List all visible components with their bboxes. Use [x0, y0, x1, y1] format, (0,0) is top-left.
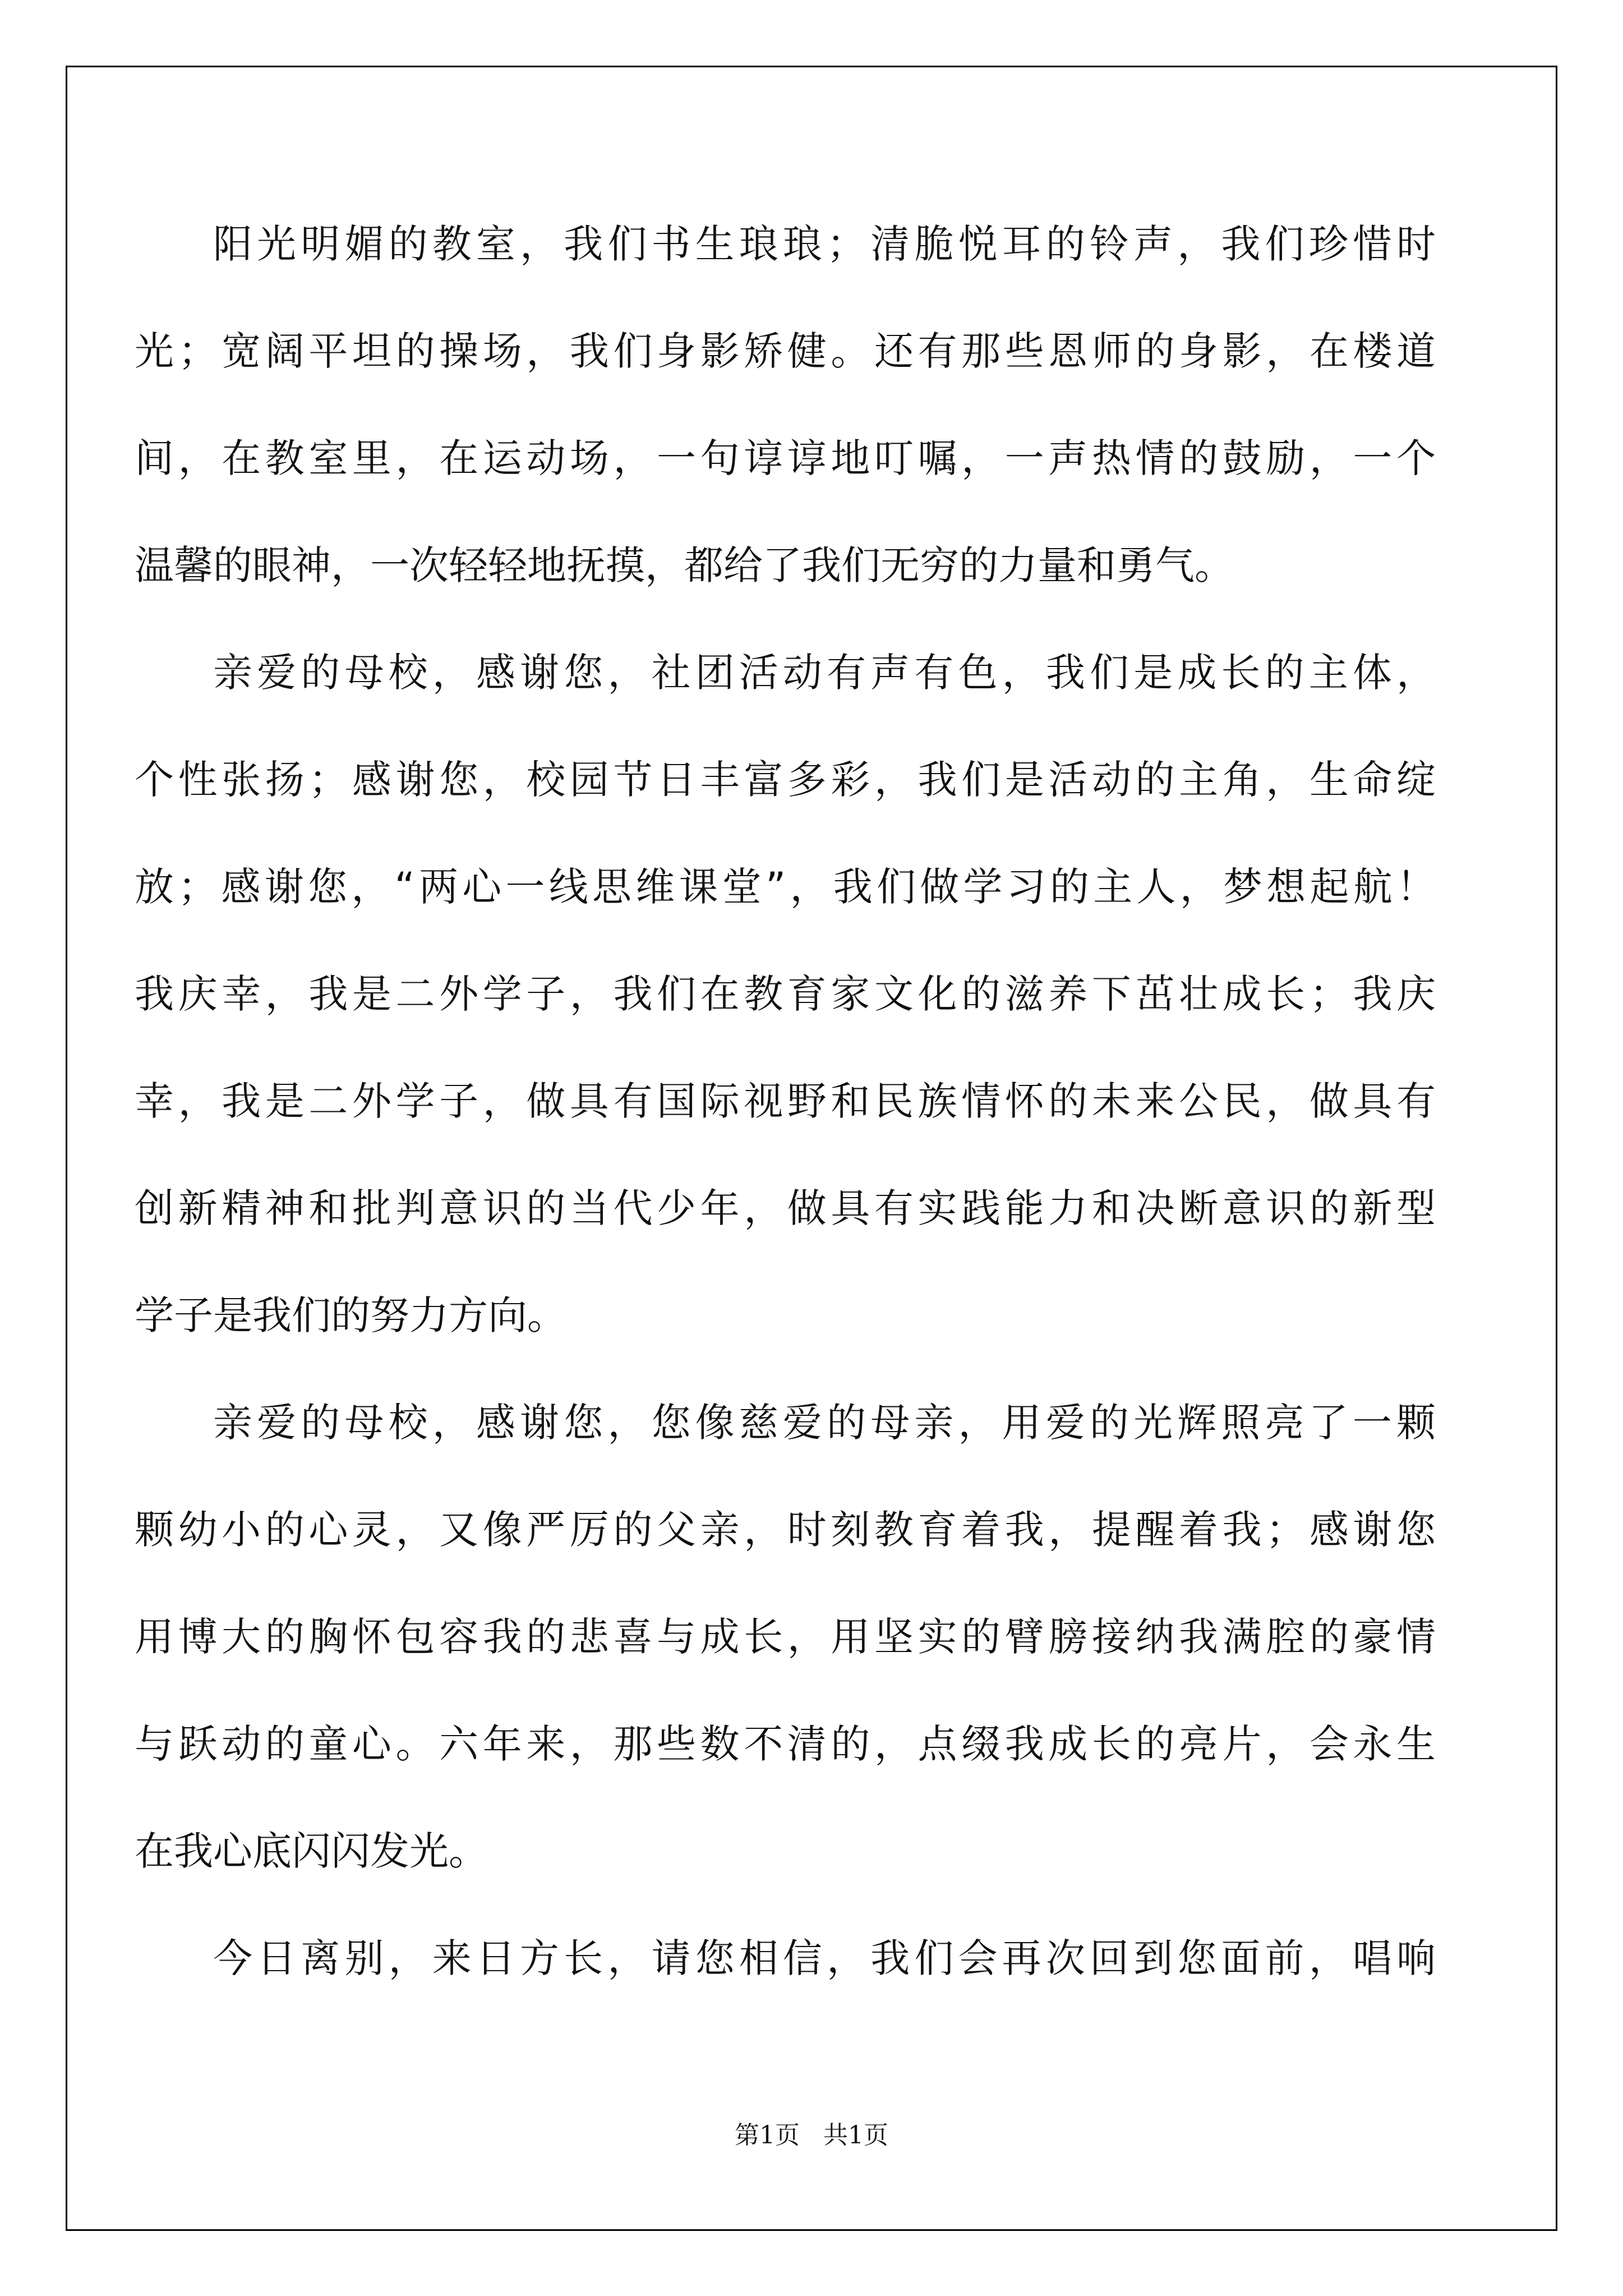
text-line: 亲爱的母校，感谢您，您像慈爱的母亲，用爱的光辉照亮了一颗: [213, 1400, 1436, 1446]
page-total: 共1页: [823, 2121, 888, 2150]
text-line: 颗幼小的心灵，又像严厉的父亲，时刻教育着我，提醒着我；感谢您: [135, 1507, 1436, 1553]
document-body: [135, 191, 1436, 2012]
text-line: 阳光明媚的教室，我们书生琅琅；清脆悦耳的铃声，我们珍惜时: [213, 221, 1436, 267]
text-line: 与跃动的童心。六年来，那些数不清的，点缀我成长的亮片，会永生: [135, 1721, 1436, 1767]
text-line: 放；感谢您，“两心一线思维课堂”，我们做学习的主人，梦想起航！: [135, 864, 1436, 910]
text-line: 间，在教室里，在运动场，一句谆谆地叮嘱，一声热情的鼓励，一个: [135, 435, 1436, 481]
page-footer: [0, 2115, 1623, 2151]
text-line: 个性张扬；感谢您，校园节日丰富多彩，我们是活动的主角，生命绽: [135, 757, 1436, 803]
text-line: 创新精神和批判意识的当代少年，做具有实践能力和决断意识的新型: [135, 1185, 1436, 1231]
text-line: 亲爱的母校，感谢您，社团活动有声有色，我们是成长的主体，: [213, 650, 1436, 696]
text-line: 在我心底闪闪发光。: [135, 1828, 488, 1874]
text-line: 用博大的胸怀包容我的悲喜与成长，用坚实的臂膀接纳我满腔的豪情: [135, 1614, 1436, 1660]
text-line: 今日离别，来日方长，请您相信，我们会再次回到您面前，唱响: [213, 1935, 1436, 1981]
text-line: 幸，我是二外学子，做具有国际视野和民族情怀的未来公民，做具有: [135, 1078, 1436, 1124]
text-line: 我庆幸，我是二外学子，我们在教育家文化的滋养下茁壮成长；我庆: [135, 971, 1436, 1017]
text-line: 学子是我们的努力方向。: [135, 1292, 566, 1338]
page-number: 第1页: [735, 2121, 800, 2150]
text-line: 光；宽阔平坦的操场，我们身影矫健。还有那些恩师的身影，在楼道: [135, 328, 1436, 374]
text-line: 温馨的眼神，一次轻轻地抚摸，都给了我们无穷的力量和勇气。: [135, 542, 1234, 588]
